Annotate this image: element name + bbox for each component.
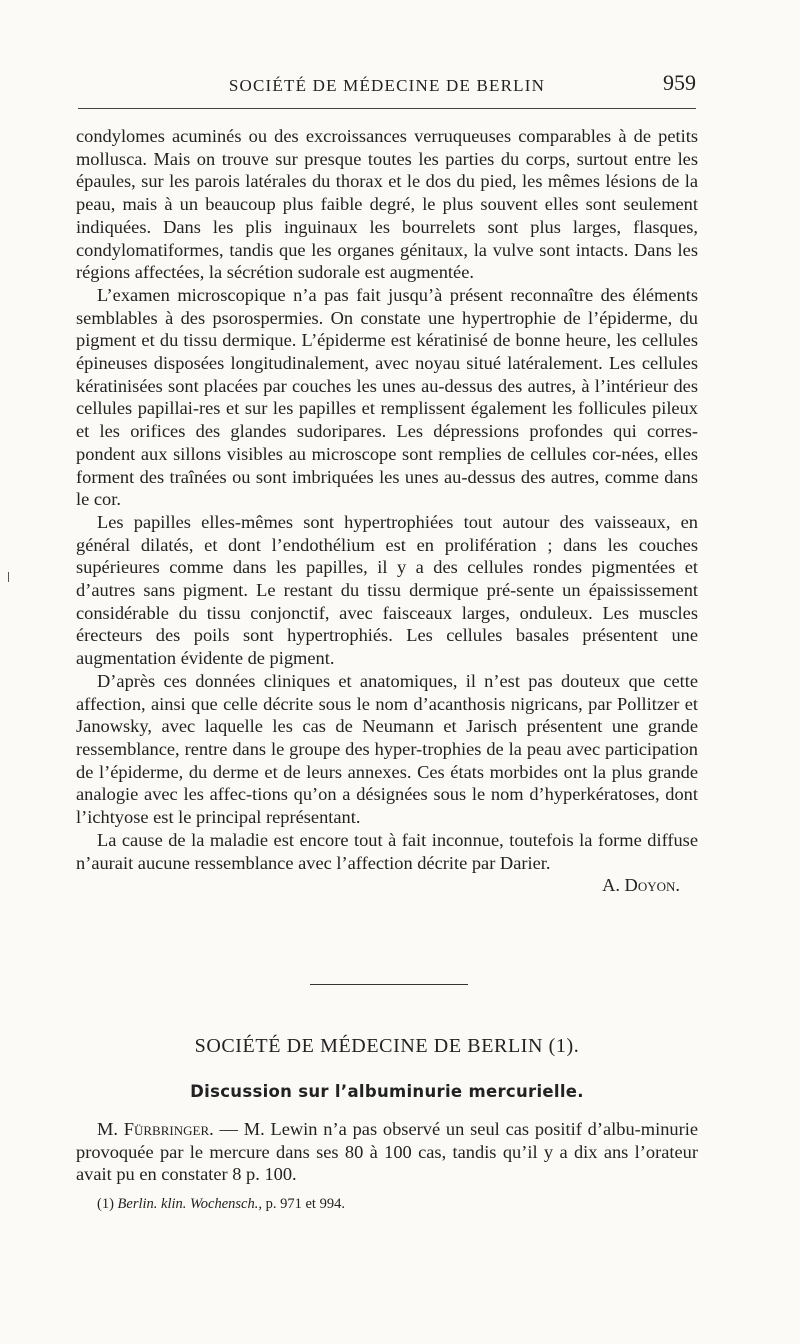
speaker-name: M. Fürbringer. — [97, 1119, 214, 1139]
article-body — [76, 125, 698, 897]
section-subtitle: Discussion sur l’albuminurie mercurielle. — [190, 1082, 584, 1101]
discussion-text: — M. Lewin n’a pas observé un seul cas positif d’albu-minurie provoquée par le mercure dans ses 80 à 100 cas, tandis qu’il y a dix ans l’orateur avait pu en constater 8 p. 100. — [76, 1119, 698, 1185]
page-number: 959 — [663, 70, 696, 95]
footnote-marker: (1) — [97, 1196, 114, 1212]
author-signature: A. Doyon. — [602, 875, 680, 896]
footnote-pages: p. 971 et 994. — [265, 1196, 345, 1212]
paragraph: D’après ces données cliniques et anatomiques, il n’est pas douteux que cette affection, ainsi que celle décrite sous le nom d’acanthosis nigricans, par Pollitzer et Janowsky, avec laquelle les cas de Neumann et Jarisch présentent une grande ressemblance, rentre dans le groupe des hyper-trophies de la peau avec participation de l’épiderme, du derme et de leurs annexes. Ces états morbides ont la plus grande analogie avec les affec-tions qu’on a désignées sous le nom d’hyperkératoses, dont l’ichtyose est le principal représentant. — [76, 670, 698, 828]
paragraph: La cause de la maladie est encore tout à fait inconnue, toutefois la forme diffuse n’aurait aucune ressemblance avec l’affection décrite par Darier. — [76, 829, 698, 873]
footnote-source: Berlin. klin. Wochensch., — [117, 1196, 262, 1212]
discussion-body — [76, 1118, 698, 1186]
margin-mark — [8, 572, 9, 582]
section-title: SOCIÉTÉ DE MÉDECINE DE BERLIN (1). — [194, 1035, 580, 1057]
signature-line — [76, 874, 698, 897]
discussion-paragraph — [76, 1118, 698, 1186]
paragraph: Les papilles elles-mêmes sont hypertrophiées tout autour des vaisseaux, en général dilatés, et dont l’endothélium est en prolifération ; dans les couches supérieures comme dans les papilles, il y a des cellules rondes pigmentées et d’autres sans pigment. Le restant du tissu dermique pré-sente un épaississement considérable du tissu conjonctif, avec faisceaux larges, onduleux. Les muscles érecteurs des poils sont hypertrophiés. Les cellules basales présentent une augmentation évidente de pigment. — [76, 511, 698, 669]
footnote — [97, 1196, 697, 1213]
section-divider — [310, 984, 468, 985]
paragraph: L’examen microscopique n’a pas fait jusqu’à présent reconnaître des éléments semblables à des psorospermies. On constate une hypertrophie de l’épiderme, du pigment et du tissu dermique. L’épiderme est kératinisé de bonne heure, les cellules épineuses disposées longitudinalement, avec noyau situé latéralement. Les cellules kératinisées sont placées par couches les unes au-dessus des autres, à l’intérieur des cellules papillai-res et sur les papilles et remplissent également les follicules pileux et les orifices des glandes sudoripares. Les dépressions profondes qui corres-pondent aux sillons visibles au microscope sont remplies de cellules cor-nées, elles forment des traînées ou sont imbriquées les unes au-dessus des autres, comme dans le cor. — [76, 284, 698, 510]
running-header — [78, 68, 696, 109]
paragraph: condylomes acuminés ou des excroissances verruqueuses comparables à de petits mollusca. Mais on trouve sur presque toutes les parties du corps, surtout entre les épaules, sur les parois latérales du thorax et le dos du pied, les mêmes lésions de la peau, mais à un beaucoup plus faible degré, le plus souvent elles sont seulement indiquées. Dans les plis inguinaux les bourrelets sont plus larges, flasques, condylomatiformes, tandis que les organes génitaux, la vulve sont intacts. Dans les régions affectées, la sécrétion sudorale est augmentée. — [76, 126, 698, 283]
running-title: SOCIÉTÉ DE MÉDECINE DE BERLIN — [228, 76, 546, 95]
